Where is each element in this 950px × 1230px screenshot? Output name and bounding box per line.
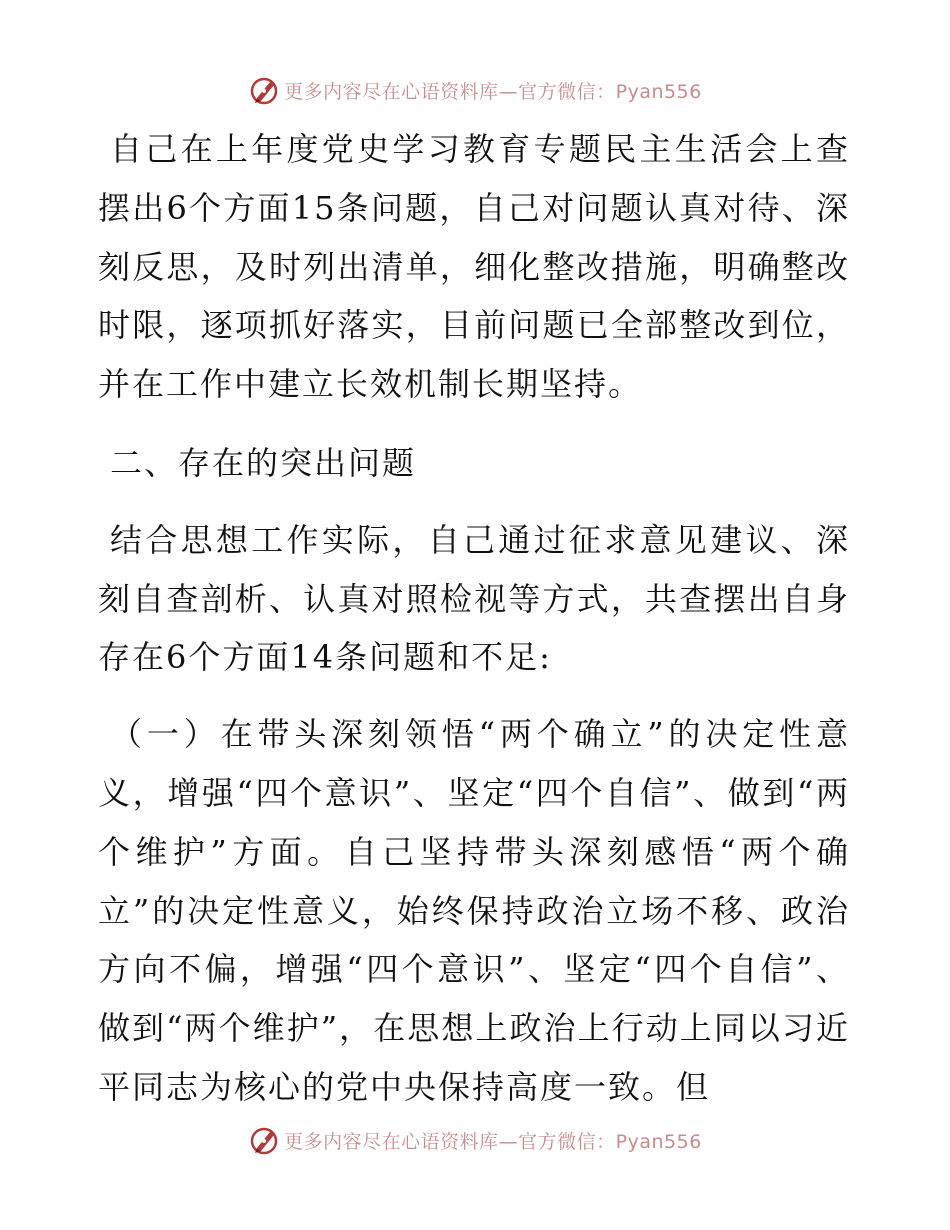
paragraph-problem-summary: 结合思想工作实际，自己通过征求意见建议、深刻自查剖析、认真对照检视等方式，共查摆出自身存在6个方面14条问题和不足: — [98, 520, 850, 677]
document-body — [98, 120, 850, 1117]
pen-logo-icon — [248, 74, 280, 106]
pen-logo-icon — [248, 1124, 280, 1156]
watermark-header — [0, 72, 950, 108]
watermark-text: 更多内容尽在心语资料库—官方微信：Pyan556 — [284, 80, 702, 103]
watermark-text: 更多内容尽在心语资料库—官方微信：Pyan556 — [284, 1130, 702, 1153]
paragraph-previous-rectification: 自己在上年度党史学习教育专题民主生活会上查摆出6个方面15条问题，自己对问题认真对待、深刻反思，及时列出清单，细化整改措施，明确整改时限，逐项抓好落实，目前问题已全部整改到位，并在工作中建立长效机制长期坚持。 — [98, 130, 850, 404]
paragraph-item-one: （一）在带头深刻领悟“两个确立”的决定性意义，增强“四个意识”、坚定“四个自信”、做到“两个维护”方面。自己坚持带头深刻感悟“两个确立”的决定性意义，始终保持政治立场不移、政治方向不偏，增强“四个意识”、坚定“四个自信”、做到“两个维护”，在思想上政治上行动上同以习近平同志为核心的党中央保持高度一致。但 — [98, 715, 850, 1106]
watermark-footer — [0, 1122, 950, 1158]
section-heading: 二、存在的突出问题 — [110, 443, 417, 482]
